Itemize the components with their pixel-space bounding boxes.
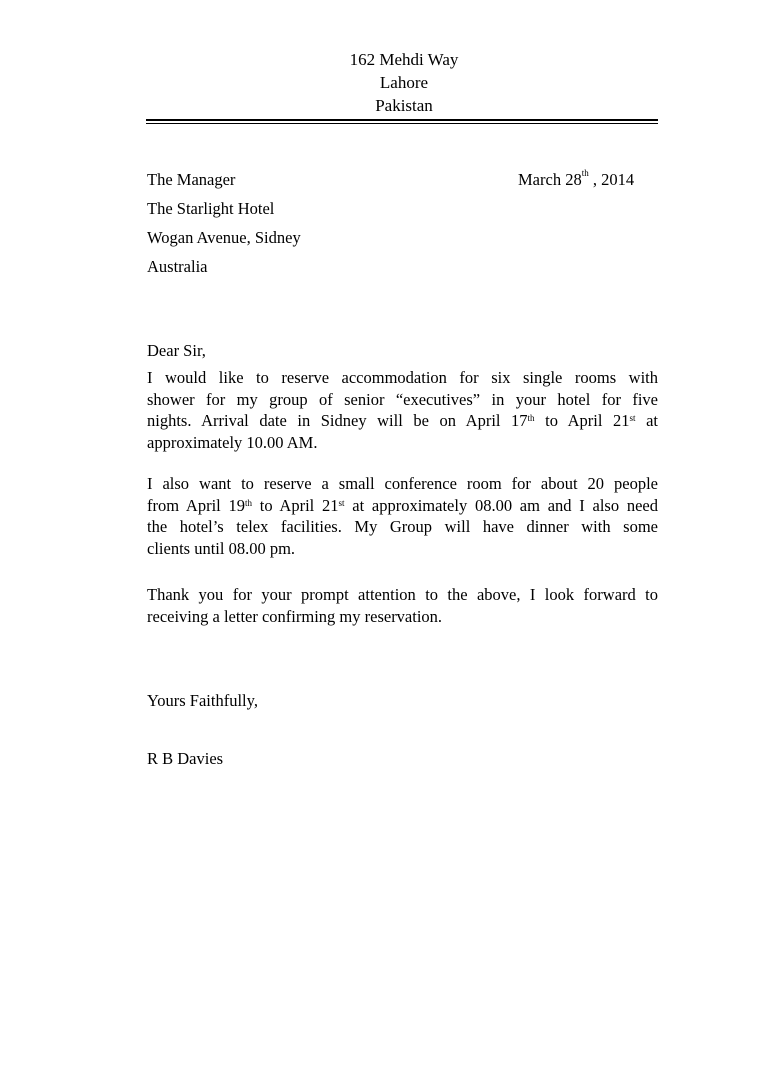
header-rule-bottom <box>146 123 658 124</box>
paragraph-line: approximately 10.00 AM. <box>147 432 318 452</box>
body-paragraph-3 <box>147 584 658 627</box>
paragraph-line: shower for my group of senior “executives” in your hotel for five <box>147 389 658 409</box>
sender-country: Pakistan <box>375 96 433 115</box>
sender-street: 162 Mehdi Way <box>349 50 459 69</box>
header-rule-top <box>146 119 658 121</box>
recipient-title: The Manager <box>147 170 236 189</box>
signature-name: R B Davies <box>147 749 224 768</box>
paragraph-line: the hotel’s telex facilities. My Group will have dinner with some <box>147 517 658 537</box>
text-fragment: to April 21 <box>252 495 339 515</box>
superscript: th <box>527 413 535 424</box>
text-fragment: at approximately 08.00 am and I also need <box>344 495 658 515</box>
paragraph-line: receiving a letter confirming my reservation. <box>147 606 443 626</box>
superscript: st <box>338 497 345 508</box>
recipient-hotel: The Starlight Hotel <box>147 199 275 218</box>
superscript: st <box>629 413 636 424</box>
paragraph-line: clients until 08.00 pm. <box>147 538 296 558</box>
recipient-street: Wogan Avenue, Sidney <box>147 228 301 247</box>
paragraph-line: Thank you for your prompt attention to the above, I look forward to <box>147 585 658 604</box>
paragraph-line <box>147 410 658 432</box>
paragraph-line <box>147 495 658 517</box>
text-fragment: from April 19 <box>147 495 245 515</box>
recipient-country: Australia <box>147 257 208 276</box>
text-fragment: to April 21 <box>534 411 630 431</box>
sender-city: Lahore <box>379 73 429 92</box>
paragraph-line: I also want to reserve a small conference room for about 20 people <box>147 474 658 493</box>
date-year: , 2014 <box>592 170 635 189</box>
text-fragment: nights. Arrival date in Sidney will be on April 17 <box>147 411 528 431</box>
body-paragraph-1 <box>147 367 658 453</box>
closing: Yours Faithfully, <box>147 691 258 710</box>
paragraph-line: I would like to reserve accommodation for six single rooms with <box>147 368 658 387</box>
salutation: Dear Sir, <box>147 341 206 360</box>
letter-date <box>518 170 634 190</box>
date-month: March 28 <box>518 170 582 189</box>
superscript: th <box>244 497 252 508</box>
text-fragment: at <box>635 411 658 431</box>
body-paragraph-2 <box>147 473 658 559</box>
date-suffix: th <box>581 168 589 178</box>
